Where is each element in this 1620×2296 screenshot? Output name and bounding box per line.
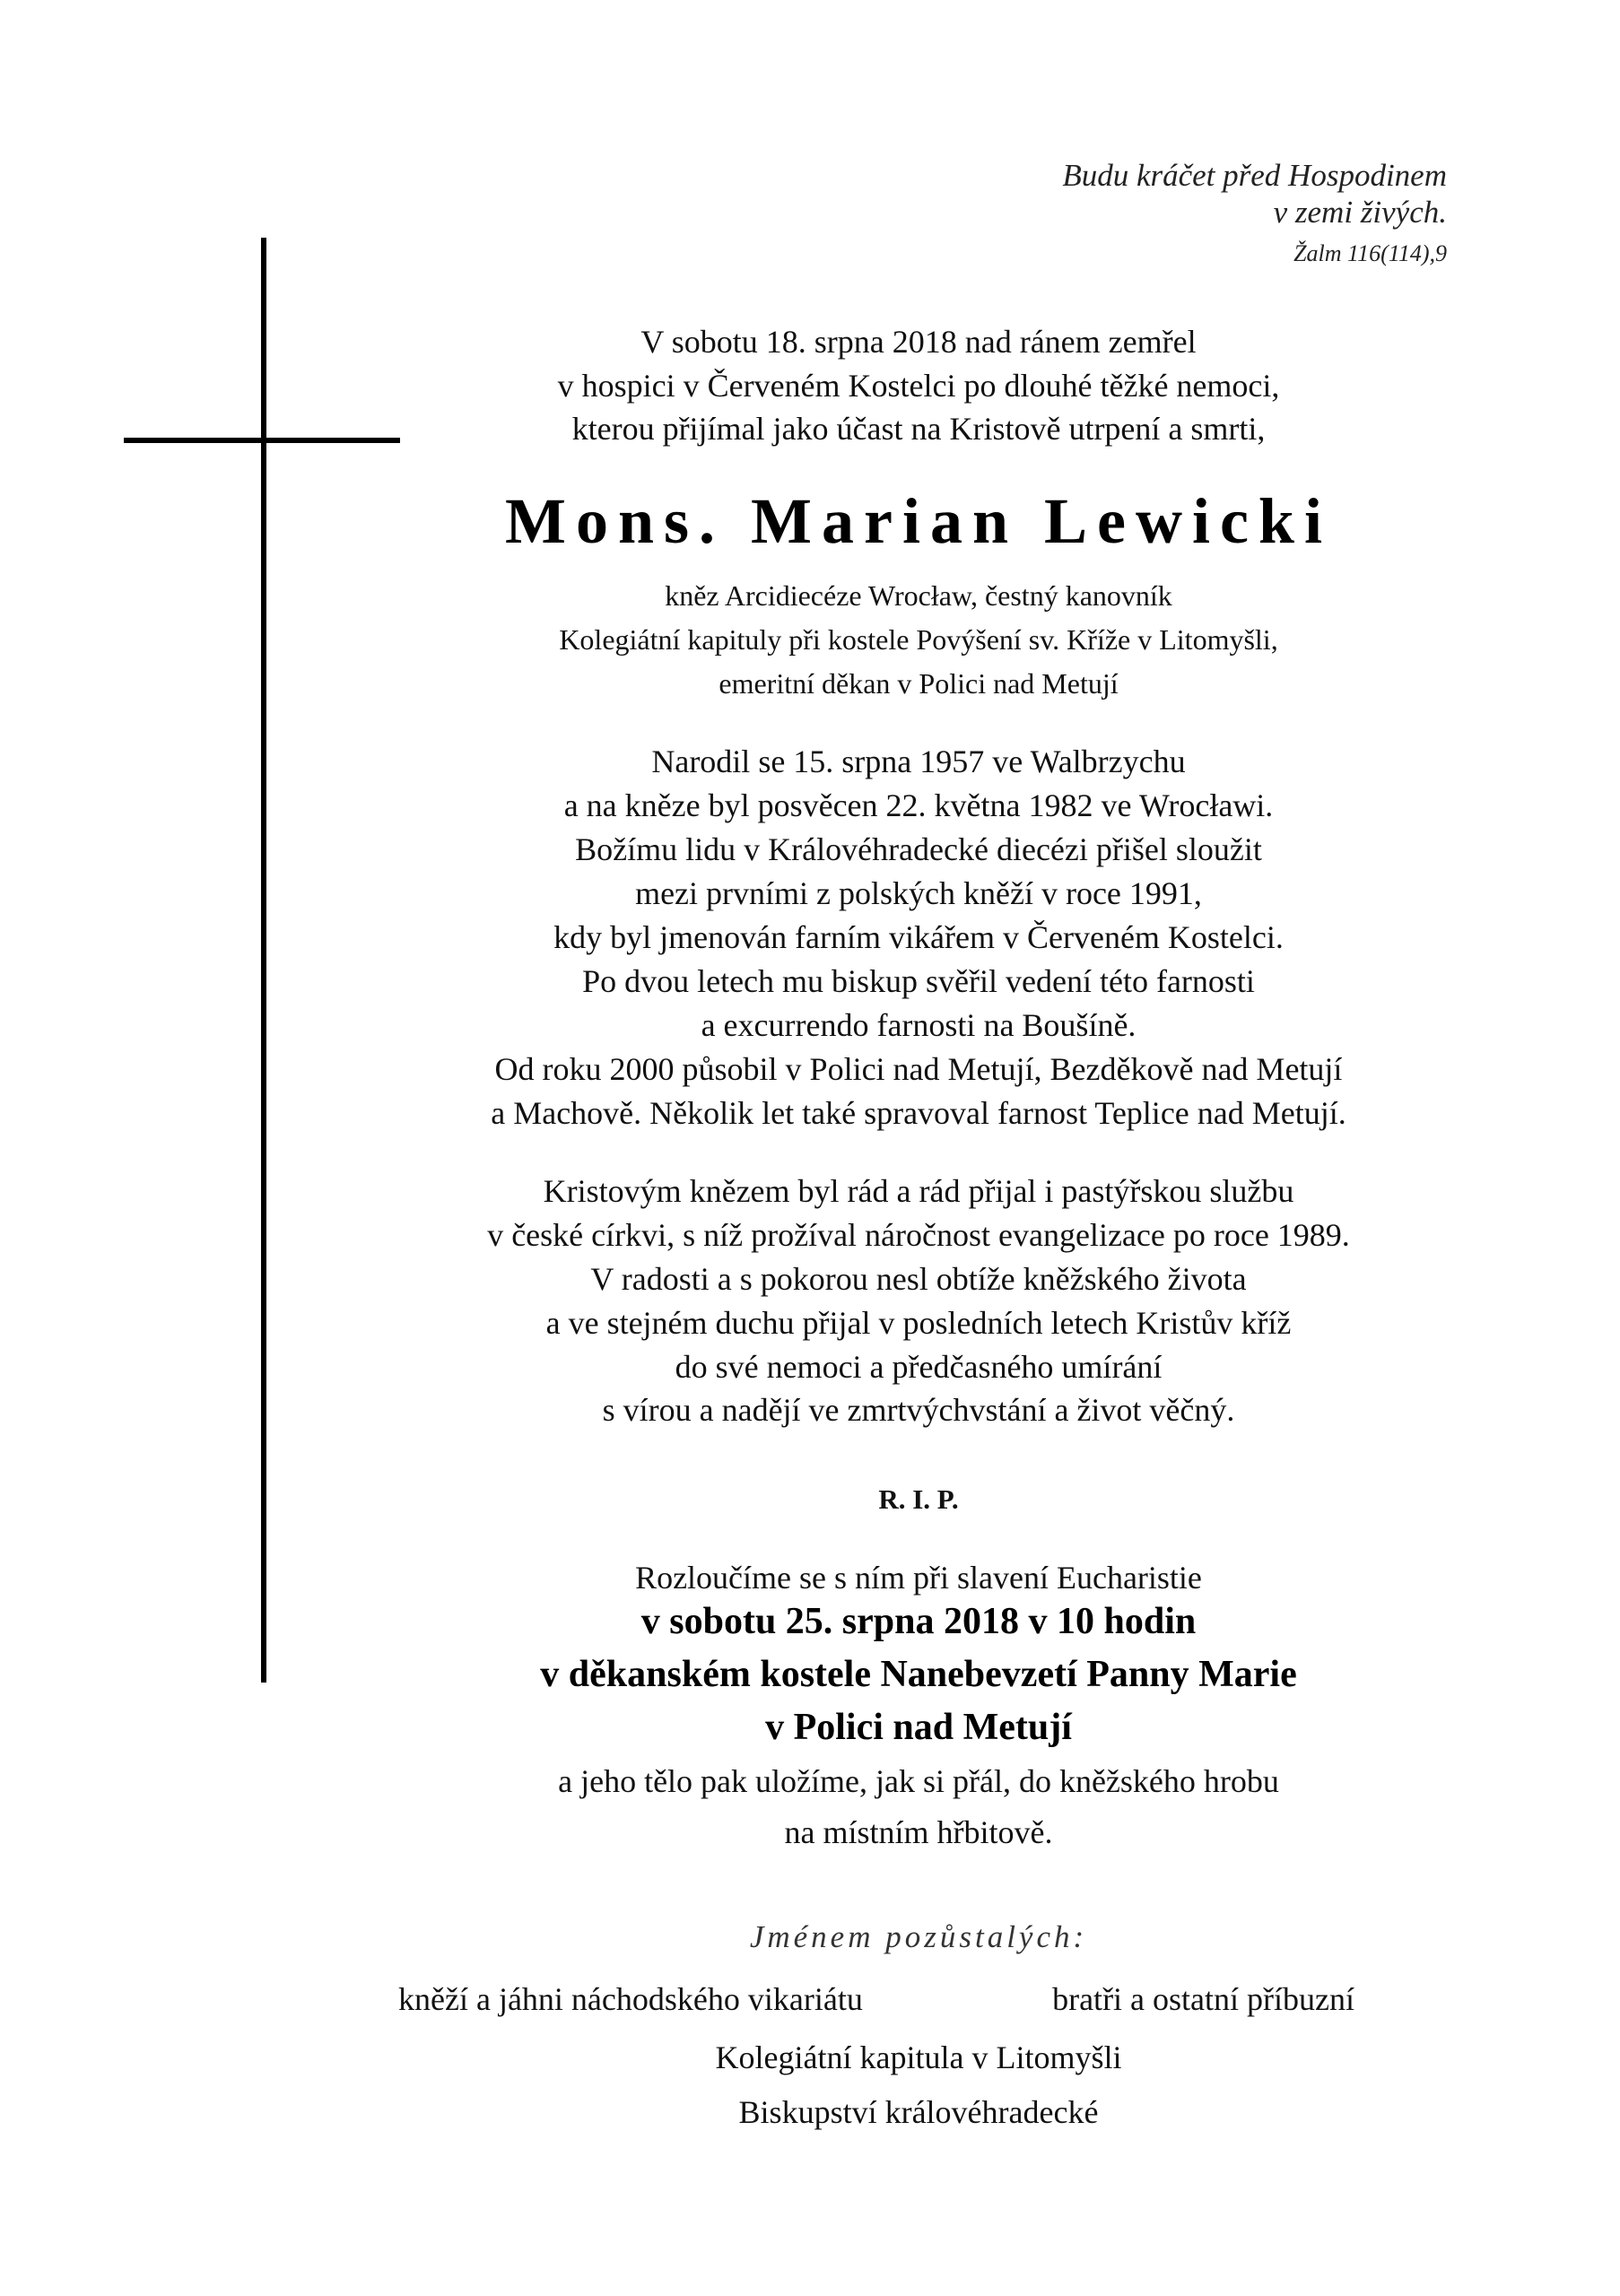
title-line: kněz Arcidiecéze Wrocław, čestný kanovník	[665, 579, 1172, 612]
bio-line: do své nemoci a předčasného umírání	[675, 1349, 1163, 1385]
signatory-clergy: kněží a jáhni náchodského vikariátu	[398, 1981, 863, 2017]
burial-line: na místním hřbitově.	[784, 1814, 1053, 1850]
bio-line: Od roku 2000 působil v Polici nad Metují, Bezděkově nad Metují	[494, 1051, 1343, 1087]
signatory-family: bratři a ostatní příbuzní	[1052, 1981, 1354, 2017]
bio-line: mezi prvními z polských kněží v roce 1991,	[635, 875, 1202, 911]
bio-line: a ve stejném duchu přijal v posledních letech Kristův kříž	[545, 1305, 1292, 1341]
epigraph-line: Budu kráčet před Hospodinem	[1062, 158, 1447, 193]
bio-line: Narodil se 15. srpna 1957 ve Walbrzychu	[651, 744, 1186, 779]
title-line: emeritní děkan v Polici nad Metují	[719, 667, 1119, 700]
bio-line: kdy byl jmenován farním vikářem v Červeném Kostelci.	[553, 919, 1284, 955]
cross-vertical-bar	[261, 238, 266, 1683]
rip-text: R. I. P.	[878, 1483, 959, 1515]
announcement-line: V sobotu 18. srpna 2018 nad ránem zemřel	[640, 324, 1197, 360]
bio-line: v české církvi, s níž prožíval náročnost evangelizace po roce 1989.	[487, 1217, 1350, 1253]
announcement-line: kterou přijímal jako účast na Kristově utrpení a smrti,	[571, 411, 1266, 447]
announcement-line: v hospici v Červeném Kostelci po dlouhé těžké nemoci,	[557, 368, 1280, 404]
epigraph-line: v zemi živých.	[1273, 195, 1447, 230]
bio-line: a na kněze byl posvěcen 22. května 1982 ve Wrocławi.	[563, 787, 1274, 823]
funeral-church: v děkanském kostele Nanebevzetí Panny Marie	[540, 1654, 1297, 1695]
bio-line: Po dvou letech mu biskup svěřil vedení této farnosti	[582, 963, 1255, 999]
bio-line: V radosti a s pokorou nesl obtíže kněžského života	[590, 1261, 1247, 1297]
title-line: Kolegiátní kapituly při kostele Povýšení sv. Kříže v Litomyšli,	[559, 623, 1278, 656]
deceased-name: Mons. Marian Lewicki	[505, 485, 1332, 557]
burial-line: a jeho tělo pak uložíme, jak si přál, do kněžského hrobu	[558, 1763, 1279, 1799]
bio-line: Božímu lidu v Královéhradecké diecézi přišel sloužit	[575, 831, 1262, 867]
epigraph-reference: Žalm 116(114),9	[1293, 240, 1447, 266]
funeral-date: v sobotu 25. srpna 2018 v 10 hodin	[640, 1601, 1197, 1642]
bio-line: a Machově. Několik let také spravoval farnost Teplice nad Metují.	[491, 1095, 1346, 1131]
bio-line: Kristovým knězem byl rád a rád přijal i pastýřskou službu	[543, 1173, 1294, 1209]
bio-line: a excurrendo farnosti na Boušíně.	[701, 1007, 1137, 1043]
bio-line: s vírou a nadějí ve zmrtvýchvstání a život věčný.	[602, 1392, 1235, 1428]
funeral-town: v Polici nad Metují	[765, 1707, 1072, 1748]
funeral-intro: Rozloučíme se s ním při slavení Eucharistie	[635, 1560, 1202, 1596]
signatory-chapter: Kolegiátní kapitula v Litomyšli	[715, 2039, 1122, 2075]
signatory-diocese: Biskupství královéhradecké	[738, 2094, 1099, 2130]
signatories-title: Jménem pozůstalých:	[749, 1919, 1088, 1954]
